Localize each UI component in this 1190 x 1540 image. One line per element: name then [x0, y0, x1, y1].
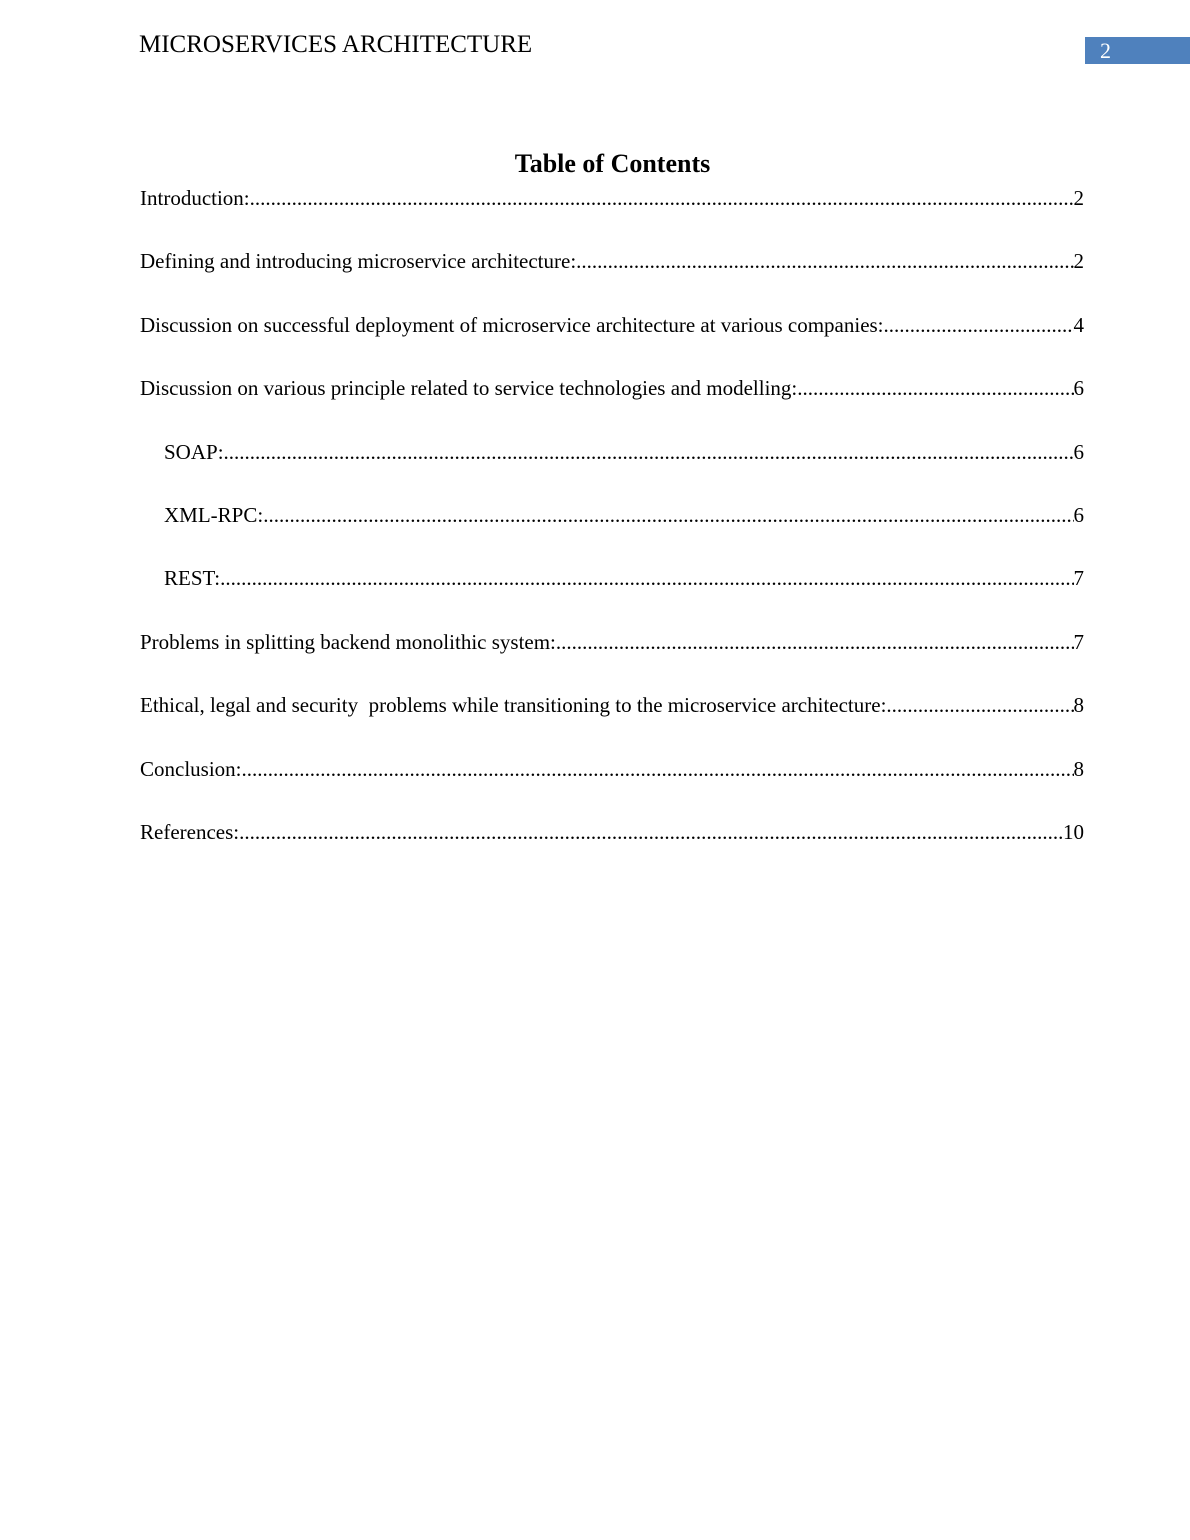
- toc-entry-text: Discussion on various principle related to service technologies and modelling:: [140, 376, 798, 401]
- dot-leader: [556, 626, 1074, 658]
- toc-entry-text: Defining and introducing microservice architecture:: [140, 249, 577, 274]
- toc-entry-page: 6: [1073, 502, 1084, 527]
- toc-entry-page: 6: [1073, 439, 1084, 464]
- toc-entry-page: 10: [1063, 819, 1084, 844]
- toc-list: [140, 182, 1084, 879]
- dot-leader: [242, 753, 1074, 785]
- toc-entry-xml-rpc[interactable]: [140, 499, 1084, 562]
- toc-entry-page: 6: [1073, 376, 1084, 401]
- dot-leader: [263, 499, 1073, 531]
- dot-leader: [220, 562, 1073, 594]
- toc-entry-page: 7: [1073, 629, 1084, 654]
- toc-entry-conclusion[interactable]: [140, 753, 1084, 816]
- toc-entry-page: 2: [1073, 186, 1084, 210]
- toc-entry-page: 7: [1073, 566, 1084, 591]
- toc-title: Table of Contents: [514, 149, 711, 178]
- toc-entry-page: 8: [1073, 693, 1084, 718]
- toc-entry-text: Discussion on successful deployment of microservice architecture at various companies:: [140, 312, 884, 337]
- toc-entry-ethical[interactable]: [140, 689, 1084, 752]
- running-head: MICROSERVICES ARCHITECTURE: [139, 31, 533, 58]
- dot-leader: [250, 182, 1074, 214]
- toc-entry-page: 2: [1073, 249, 1084, 274]
- toc-entry-page: 4: [1073, 312, 1084, 337]
- dot-leader: [576, 245, 1073, 277]
- toc-entry-references[interactable]: [140, 816, 1084, 879]
- dot-leader: [797, 372, 1073, 404]
- toc-entry-rest[interactable]: [140, 562, 1084, 625]
- toc-entry-defining[interactable]: [140, 245, 1084, 308]
- toc-entry-text: REST:: [164, 566, 221, 591]
- toc-entry-text: Conclusion:: [140, 756, 242, 781]
- toc-entry-problems[interactable]: [140, 626, 1084, 689]
- page-number: 2: [1100, 38, 1111, 63]
- toc-entry-deployment[interactable]: [140, 309, 1084, 372]
- dot-leader: [886, 689, 1073, 721]
- dot-leader: [239, 816, 1063, 848]
- toc-entry-text: Introduction:: [140, 186, 250, 210]
- toc-entry-text: Problems in splitting backend monolithic system:: [140, 629, 556, 654]
- page-number-badge: [1085, 37, 1190, 64]
- toc-entry-text: Ethical, legal and security problems while transitioning to the microservice architecture:: [140, 693, 887, 718]
- toc-entry-text: SOAP:: [164, 439, 224, 464]
- toc-entry-principles[interactable]: [140, 372, 1084, 435]
- toc-entry-text: XML-RPC:: [164, 502, 264, 527]
- toc-entry-soap[interactable]: [140, 436, 1084, 499]
- toc-entry-page: 8: [1073, 756, 1084, 781]
- dot-leader: [884, 309, 1074, 341]
- toc-entry-text: References:: [140, 819, 240, 844]
- toc-entry-introduction[interactable]: [140, 182, 1084, 245]
- dot-leader: [224, 436, 1074, 468]
